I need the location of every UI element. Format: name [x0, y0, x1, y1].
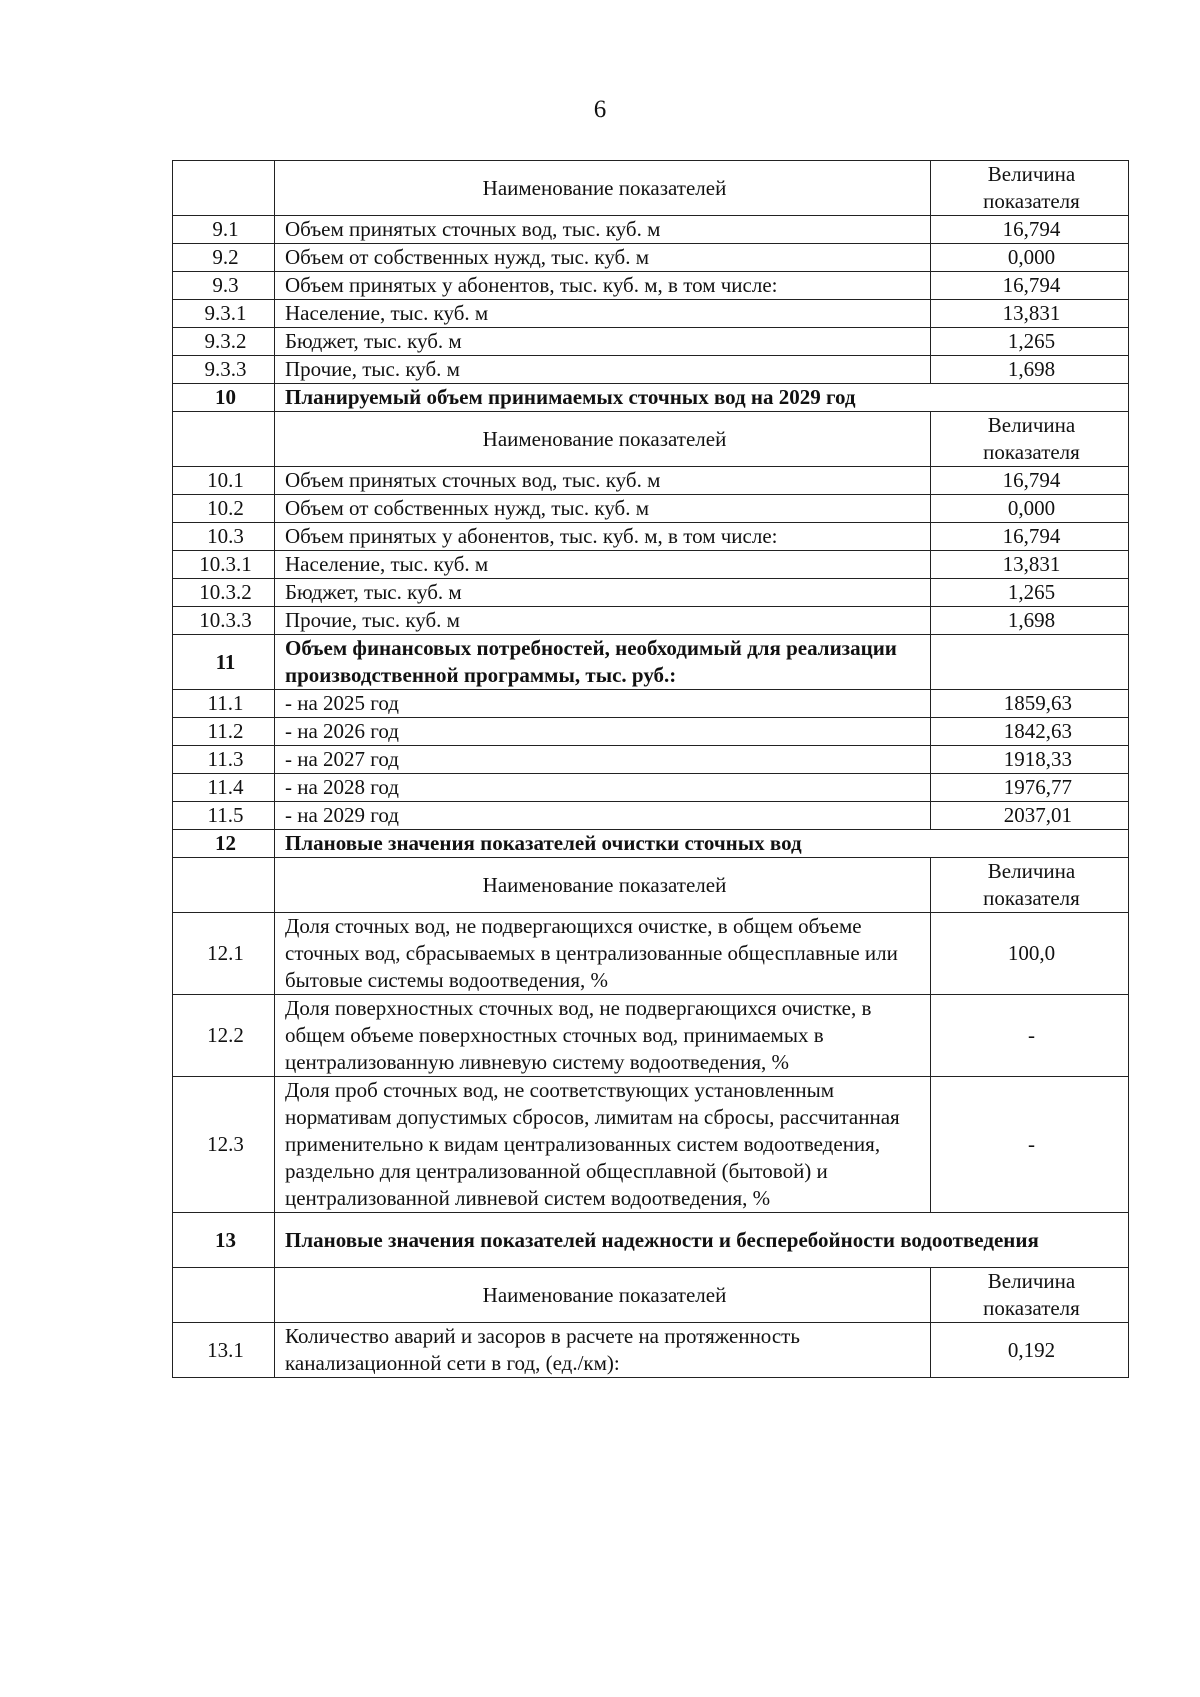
- table-header-row: [173, 161, 1129, 216]
- table-row: [173, 244, 1129, 272]
- header-name-cell: Наименование показателей: [275, 858, 931, 913]
- row-number: 10.3.2: [173, 579, 275, 607]
- section-row: [173, 635, 1129, 690]
- section-number: 11: [173, 635, 275, 690]
- table-header-row: [173, 858, 1129, 913]
- table-row: [173, 467, 1129, 495]
- row-value: 2037,01: [931, 802, 1129, 830]
- row-number: 11.2: [173, 718, 275, 746]
- row-name: - на 2028 год: [275, 774, 931, 802]
- row-number: 12.2: [173, 995, 275, 1077]
- row-value: 0,000: [931, 244, 1129, 272]
- table-row: [173, 356, 1129, 384]
- table-row: [173, 579, 1129, 607]
- section-number: 10: [173, 384, 275, 412]
- row-value: 1,265: [931, 328, 1129, 356]
- row-number: 11.3: [173, 746, 275, 774]
- section-title: Плановые значения показателей надежности и бесперебойности водоотведения: [275, 1213, 1129, 1268]
- section-number: 12: [173, 830, 275, 858]
- header-num-cell: [173, 858, 275, 913]
- header-num-cell: [173, 412, 275, 467]
- section-title: Планируемый объем принимаемых сточных вод на 2029 год: [275, 384, 1129, 412]
- row-name: Население, тыс. куб. м: [275, 551, 931, 579]
- row-number: 12.1: [173, 913, 275, 995]
- row-value: 0,192: [931, 1323, 1129, 1378]
- row-number: 10.1: [173, 467, 275, 495]
- row-value: 1859,63: [931, 690, 1129, 718]
- section-row: [173, 384, 1129, 412]
- row-name: Объем принятых у абонентов, тыс. куб. м, в том числе:: [275, 523, 931, 551]
- indicators-table: [172, 160, 1129, 1378]
- header-value-cell: Величина показателя: [931, 412, 1129, 467]
- table-row: [173, 328, 1129, 356]
- row-value: 0,000: [931, 495, 1129, 523]
- row-value: 1,698: [931, 356, 1129, 384]
- row-name: Бюджет, тыс. куб. м: [275, 328, 931, 356]
- table-row: [173, 913, 1129, 995]
- row-value: 13,831: [931, 551, 1129, 579]
- table-row: [173, 523, 1129, 551]
- table-row: [173, 995, 1129, 1077]
- row-name: Доля поверхностных сточных вод, не подвергающихся очистке, в общем объеме поверхностных сточных вод, принимаемых в централизованную ливневую систему водоотведения, %: [275, 995, 931, 1077]
- row-name: Объем принятых сточных вод, тыс. куб. м: [275, 467, 931, 495]
- row-name: - на 2027 год: [275, 746, 931, 774]
- row-number: 10.3.1: [173, 551, 275, 579]
- row-number: 12.3: [173, 1077, 275, 1213]
- row-name: - на 2026 год: [275, 718, 931, 746]
- row-number: 9.2: [173, 244, 275, 272]
- table-row: [173, 272, 1129, 300]
- row-name: - на 2029 год: [275, 802, 931, 830]
- table-row: [173, 551, 1129, 579]
- row-number: 10.3.3: [173, 607, 275, 635]
- header-name-cell: Наименование показателей: [275, 1268, 931, 1323]
- row-value: 1,698: [931, 607, 1129, 635]
- row-name: Доля сточных вод, не подвергающихся очистке, в общем объеме сточных вод, сбрасываемых в централизованные общесплавные или бытовые системы водоотведения, %: [275, 913, 931, 995]
- header-value-cell: Величина показателя: [931, 1268, 1129, 1323]
- table-row: [173, 607, 1129, 635]
- row-name: Прочие, тыс. куб. м: [275, 356, 931, 384]
- row-name: Население, тыс. куб. м: [275, 300, 931, 328]
- table-row: [173, 690, 1129, 718]
- header-name-cell: Наименование показателей: [275, 161, 931, 216]
- row-name: Объем принятых у абонентов, тыс. куб. м, в том числе:: [275, 272, 931, 300]
- header-num-cell: [173, 161, 275, 216]
- section-number: 13: [173, 1213, 275, 1268]
- row-name: Объем от собственных нужд, тыс. куб. м: [275, 244, 931, 272]
- header-num-cell: [173, 1268, 275, 1323]
- section-row: [173, 830, 1129, 858]
- section-title: Плановые значения показателей очистки сточных вод: [275, 830, 1129, 858]
- row-value: 100,0: [931, 913, 1129, 995]
- table-row: [173, 1077, 1129, 1213]
- row-value: 1918,33: [931, 746, 1129, 774]
- row-name: - на 2025 год: [275, 690, 931, 718]
- row-number: 9.1: [173, 216, 275, 244]
- row-name: Бюджет, тыс. куб. м: [275, 579, 931, 607]
- table-row: [173, 746, 1129, 774]
- row-value: 16,794: [931, 523, 1129, 551]
- row-name: Прочие, тыс. куб. м: [275, 607, 931, 635]
- table-row: [173, 1323, 1129, 1378]
- row-name: Доля проб сточных вод, не соответствующих установленным нормативам допустимых сбросов, лимитам на сбросы, рассчитанная применительно к видам централизованных систем водоотведения, раздельно для централизованной общесплавной (бытовой) и централизованной ливневой систем водоотведения, %: [275, 1077, 931, 1213]
- row-number: 11.1: [173, 690, 275, 718]
- page-number: 6: [593, 96, 607, 123]
- row-value: 1976,77: [931, 774, 1129, 802]
- row-value: 1,265: [931, 579, 1129, 607]
- row-number: 9.3.3: [173, 356, 275, 384]
- row-number: 9.3.2: [173, 328, 275, 356]
- row-number: 10.2: [173, 495, 275, 523]
- row-value: 16,794: [931, 272, 1129, 300]
- row-number: 9.3: [173, 272, 275, 300]
- header-value-cell: Величина показателя: [931, 858, 1129, 913]
- table-row: [173, 495, 1129, 523]
- row-value: 16,794: [931, 216, 1129, 244]
- section-value: [931, 635, 1129, 690]
- row-value: 13,831: [931, 300, 1129, 328]
- row-name: Объем от собственных нужд, тыс. куб. м: [275, 495, 931, 523]
- row-number: 10.3: [173, 523, 275, 551]
- row-number: 13.1: [173, 1323, 275, 1378]
- table-row: [173, 774, 1129, 802]
- table-row: [173, 300, 1129, 328]
- table-row: [173, 802, 1129, 830]
- row-number: 11.4: [173, 774, 275, 802]
- section-title: Объем финансовых потребностей, необходимый для реализации производственной программы, тыс. руб.:: [275, 635, 931, 690]
- row-value: 1842,63: [931, 718, 1129, 746]
- row-number: 11.5: [173, 802, 275, 830]
- header-value-cell: Величина показателя: [931, 161, 1129, 216]
- indicators-table-body: [173, 161, 1129, 1378]
- header-name-cell: Наименование показателей: [275, 412, 931, 467]
- row-number: 9.3.1: [173, 300, 275, 328]
- table-header-row: [173, 1268, 1129, 1323]
- section-row: [173, 1213, 1129, 1268]
- table-header-row: [173, 412, 1129, 467]
- row-name: Объем принятых сточных вод, тыс. куб. м: [275, 216, 931, 244]
- row-value: -: [931, 995, 1129, 1077]
- row-value: -: [931, 1077, 1129, 1213]
- row-value: 16,794: [931, 467, 1129, 495]
- table-row: [173, 718, 1129, 746]
- row-name: Количество аварий и засоров в расчете на протяженность канализационной сети в год, (ед./км):: [275, 1323, 931, 1378]
- table-row: [173, 216, 1129, 244]
